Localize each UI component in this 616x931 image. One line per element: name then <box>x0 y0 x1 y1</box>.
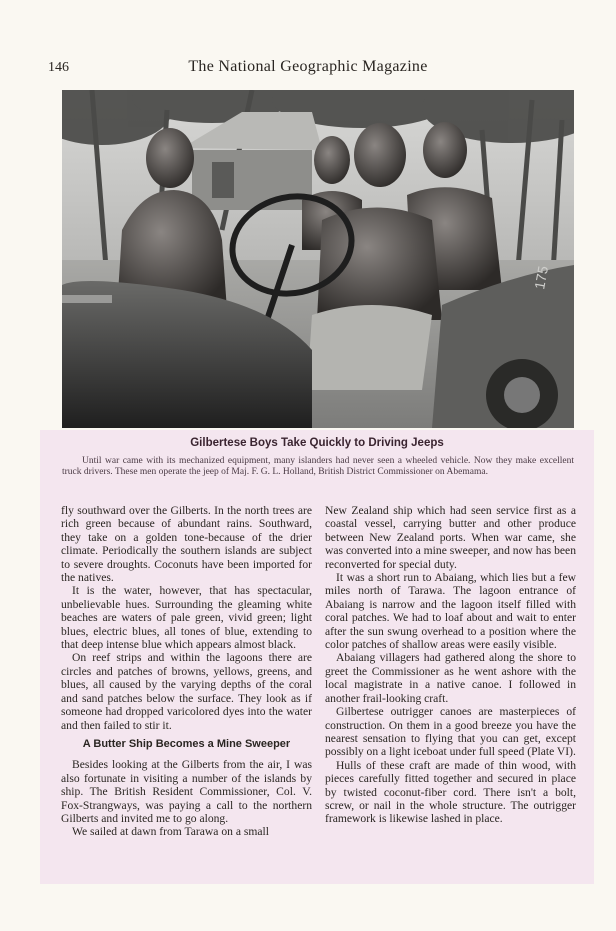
page-number: 146 <box>48 60 69 75</box>
paragraph: New Zealand ship which had seen service first as a coastal vessel, carrying butter and other produce between New Zealand ports. When war came, she was converted into a mine sweeper, and now has been reconverted for special duty. <box>325 504 576 571</box>
paragraph: Gilbertese outrigger canoes are masterpieces of construction. On them in a good breeze you have the nearest sensation to flying that you can get, except possibly on a light iceboat under full speed (Plate VI). <box>325 705 576 759</box>
paragraph: On reef strips and within the lagoons there are circles and patches of browns, yellows, greens, and blues, all caused by the varying depths of the coral and sand patches below the surface. They look as if someone had dropped varicolored dyes into the water and then failed to stir it. <box>61 651 312 732</box>
paragraph: Abaiang villagers had gathered along the shore to greet the Commissioner as he went ashore with the local magistrate in a native canoe. I followed in another frail-looking craft. <box>325 651 576 705</box>
paragraph: It was a short run to Abaiang, which lies but a few miles north of Tarawa. The lagoon entrance of Abaiang is narrow and the lagoon itself filled with coral patches. We had to loaf about and wait to enter after the sun swung overhead to a position where the color patches of shallow areas were easily visible. <box>325 571 576 652</box>
paragraph: Hulls of these craft are made of thin wood, with pieces carefully fitted together and secured in place by twisted coconut-fiber cord. There isn't a bolt, screw, or nail in the whole structure. The outrigger framework is likewise lashed in place. <box>325 758 576 826</box>
paragraph: fly southward over the Gilberts. In the north trees are rich green because of abundant rains. Southward, they take on a golden tone-because of the drier climate. Periodically the southern islands are subject to severe droughts. Coconuts have been imported for the natives. <box>61 504 312 585</box>
photograph-jeep <box>62 90 574 428</box>
section-heading: A Butter Ship Becomes a Mine Sweeper <box>82 737 291 750</box>
paragraph: Besides looking at the Gilberts from the air, I was also fortunate in visiting a number of the islands by ship. The British Resident Commissioner, Col. V. Fox-Strangways, was paying a call to the northern Gilberts and invited me to go along. <box>61 758 312 825</box>
running-head: The National Geographic Magazine <box>188 58 428 75</box>
plate-number: 175 <box>531 264 552 291</box>
caption-text: Until war came with its mechanized equipment, many islanders had never seen a wheeled vehicle. Now they make excellent truck drivers. These men operate the jeep of Maj. F. G. L. Holland, British District Commissioner on Abemama. <box>62 456 574 477</box>
left-column <box>61 504 312 839</box>
paragraph: We sailed at dawn from Tarawa on a small <box>72 825 269 839</box>
paragraph: It is the water, however, that has spectacular, unbelievable hues. Surrounding the gleaming white beaches are waters of pale green, vivid green; light blues, electric blues, all tones of blue, extending to that deep intense blue which appears almost black. <box>61 584 312 652</box>
right-column <box>325 504 576 826</box>
caption-title: Gilbertese Boys Take Quickly to Driving Jeeps <box>190 437 444 449</box>
